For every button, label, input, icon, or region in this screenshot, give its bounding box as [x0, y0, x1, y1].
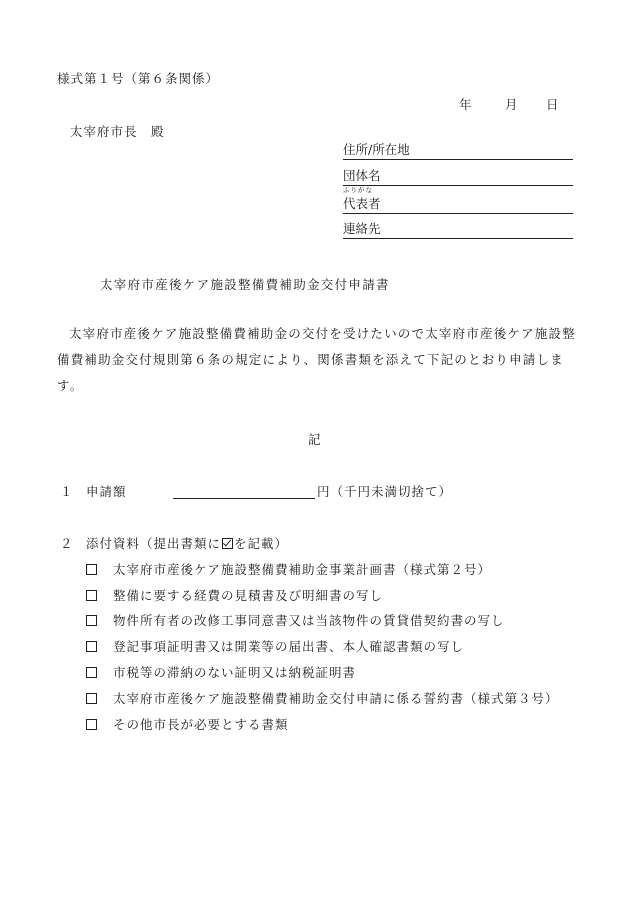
checkbox[interactable] — [86, 615, 97, 626]
attachment-item: 物件所有者の改修工事同意書又は当該物件の賃貸借契約書の写し — [86, 611, 505, 629]
item2-label: 添付資料（提出書類に を記載） — [86, 536, 289, 551]
attachment-item: 太宰府市産後ケア施設整備費補助金交付申請に係る誓約書（様式第３号） — [86, 689, 559, 707]
addressee: 太宰府市長 殿 — [70, 124, 165, 139]
checkbox[interactable] — [86, 590, 97, 601]
checkbox[interactable] — [86, 719, 97, 730]
checkbox[interactable] — [86, 564, 97, 575]
group-name-label: 団体名 — [343, 168, 381, 183]
item1-label: 申請額 — [86, 484, 127, 499]
checkbox[interactable] — [86, 693, 97, 704]
date-month-label: 月 — [505, 97, 518, 112]
item2-number: ２ — [60, 536, 73, 551]
contact-label: 連絡先 — [343, 221, 381, 236]
attachment-item: 整備に要する経費の見積書及び明細書の写し — [86, 586, 383, 604]
attachment-item: 登記事項証明書又は開業等の届出書、本人確認書類の写し — [86, 637, 464, 655]
checkbox[interactable] — [86, 641, 97, 652]
item1-number: １ — [60, 484, 73, 499]
ki-heading: 記 — [308, 432, 321, 447]
representative-ruby: ふりがな — [343, 186, 373, 194]
attachment-item: 市税等の滞納のない証明又は納税証明書 — [86, 663, 356, 681]
attachment-item: 太宰府市産後ケア施設整備費補助金事業計画書（様式第２号） — [86, 560, 491, 578]
attachment-item: その他市長が必要とする書類 — [86, 715, 289, 733]
representative-field[interactable] — [343, 186, 573, 214]
representative-label: ふりがな 代表者 — [343, 186, 381, 211]
amount-input[interactable] — [173, 482, 315, 499]
checkbox[interactable] — [86, 667, 97, 678]
date-day-label: 日 — [546, 97, 559, 112]
address-label: 住所/所在地 — [343, 142, 410, 157]
document-title: 太宰府市産後ケア施設整備費補助金交付申請書 — [100, 277, 390, 292]
date-year-label: 年 — [459, 97, 472, 112]
body-text: 太宰府市産後ケア施設整備費補助金の交付を受けたいので太宰府市産後ケア施設整備費補助金交付規則第６条の規定により、関係書類を添えて下記のとおり申請します。 — [57, 326, 576, 393]
amount-unit: 円（千円未満切捨て） — [317, 484, 453, 499]
address-field[interactable] — [343, 141, 573, 160]
checked-box-icon — [222, 538, 233, 549]
group-name-field[interactable] — [343, 167, 573, 186]
contact-field[interactable] — [343, 220, 573, 239]
form-number: 様式第１号（第６条関係） — [57, 71, 220, 86]
